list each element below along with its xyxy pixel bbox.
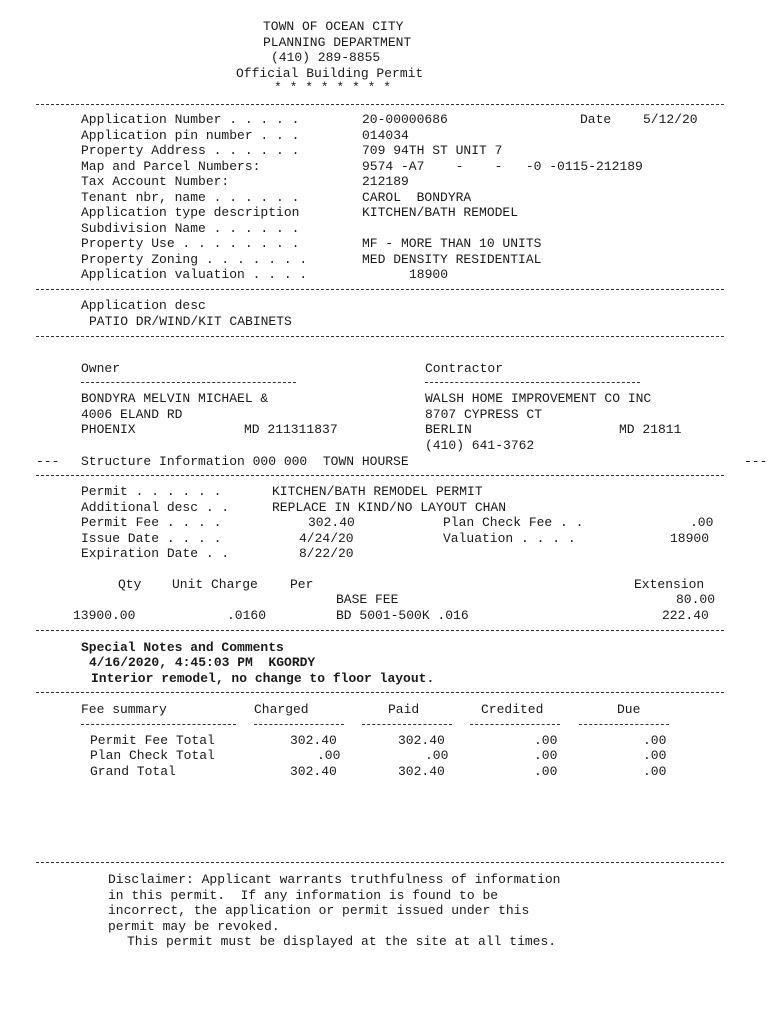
map-value: 9574 -A7 - - -0 -0115-212189 [362,159,643,174]
map-label: Map and Parcel Numbers: [81,159,261,174]
notes-text: Interior remodel, no change to floor layout. [91,671,435,686]
divider [36,289,724,290]
expiration-value: 8/22/20 [299,546,354,561]
type-value: KITCHEN/BATH REMODEL [362,205,519,220]
tenant-value: CAROL BONDYRA [362,190,472,205]
disclaimer-line: Disclaimer: Applicant warrants truthfulness of information [108,872,561,887]
date-label: Date [580,112,612,127]
divider [36,104,724,105]
base-fee-label: BASE FEE [336,592,399,607]
issue-date-value: 4/24/20 [299,531,354,546]
charge-qty: 13900.00 [73,608,136,623]
header-department: PLANNING DEPARTMENT [263,35,412,50]
due-underline [579,724,669,725]
fee-row-credited: .00 [534,733,558,748]
fee-row-credited: .00 [534,764,558,779]
pin-value: 014034 [362,128,409,143]
additional-desc-label: Additional desc . . [81,500,230,515]
disclaimer-line: permit may be revoked. [108,919,280,934]
contractor-underline [425,382,640,383]
header-town: TOWN OF OCEAN CITY [263,19,404,34]
address-value: 709 94TH ST UNIT 7 [362,143,503,158]
structure-left-dash: --- [36,454,60,469]
owner-heading: Owner [81,361,121,376]
extension-header: Extension [634,577,705,592]
owner-name: BONDYRA MELVIN MICHAEL & [81,391,269,406]
fee-summary-underline [81,724,236,725]
due-header: Due [617,702,641,717]
unit-charge-header: Unit Charge [172,577,258,592]
paid-header: Paid [388,702,420,717]
plan-check-fee-label: Plan Check Fee . . [443,515,584,530]
charge-extension: 222.40 [662,608,709,623]
fee-row-charged: .00 [317,748,341,763]
charged-underline [254,724,344,725]
fee-row-charged: 302.40 [290,764,337,779]
contractor-street: 8707 CYPRESS CT [425,407,543,422]
fee-row-due: .00 [643,733,667,748]
permit-fee-label: Permit Fee . . . . [81,515,222,530]
disclaimer-line: in this permit. If any information is found to be [108,888,499,903]
contractor-state-zip: MD 21811 [619,422,682,437]
contractor-phone: (410) 641-3762 [425,438,535,453]
type-label: Application type description [81,205,300,220]
base-fee-extension: 80.00 [676,592,716,607]
divider [36,692,724,693]
fee-row-due: .00 [643,748,667,763]
expiration-label: Expiration Date . . [81,546,230,561]
paid-underline [362,724,452,725]
disclaimer-line: incorrect, the application or permit issued under this [108,903,530,918]
owner-city: PHOENIX [81,422,136,437]
valuation-value: 18900 [409,267,449,282]
tax-value: 212189 [362,174,409,189]
header-title: Official Building Permit [236,66,424,81]
fee-row-paid: 302.40 [398,764,445,779]
qty-header: Qty [118,577,142,592]
fee-row-credited: .00 [534,748,558,763]
owner-street: 4006 ELAND RD [81,407,183,422]
valuation-label: Application valuation . . . . [81,267,308,282]
application-desc-label: Application desc [81,298,206,313]
permit-valuation-label: Valuation . . . . [443,531,576,546]
fee-row-due: .00 [643,764,667,779]
use-value: MF - MORE THAN 10 UNITS [362,236,542,251]
additional-desc-value: REPLACE IN KIND/NO LAYOUT CHAN [272,500,507,515]
permit-label: Permit . . . . . . [81,484,222,499]
owner-state-zip: MD 211311837 [244,422,338,437]
per-header: Per [290,577,314,592]
display-notice: This permit must be displayed at the site at all times. [127,934,557,949]
fee-row-label: Grand Total [90,764,176,779]
structure-info: Structure Information 000 000 TOWN HOURSE [81,454,409,469]
use-label: Property Use . . . . . . . . [81,236,300,251]
owner-underline [81,382,296,383]
charge-per: BD 5001-500K .016 [336,608,469,623]
divider [36,862,724,863]
credited-underline [470,724,560,725]
fee-row-paid: 302.40 [398,733,445,748]
fee-row-label: Plan Check Total [90,748,215,763]
fee-row-charged: 302.40 [290,733,337,748]
zoning-label: Property Zoning . . . . . . . [81,252,308,267]
contractor-name: WALSH HOME IMPROVEMENT CO INC [425,391,652,406]
permit-value: KITCHEN/BATH REMODEL PERMIT [272,484,483,499]
application-date: 5/12/20 [643,112,698,127]
pin-label: Application pin number . . . [81,128,300,143]
contractor-city: BERLIN [425,422,472,437]
fee-row-paid: .00 [425,748,449,763]
issue-date-label: Issue Date . . . . [81,531,222,546]
structure-right-dash: --- [744,454,768,469]
contractor-heading: Contractor [425,361,504,376]
fee-row-label: Permit Fee Total [90,733,215,748]
divider [36,630,724,631]
divider [36,336,724,337]
header-stars: * * * * * * * * [274,80,392,95]
notes-timestamp: 4/16/2020, 4:45:03 PM KGORDY [89,655,316,670]
application-desc: PATIO DR/WIND/KIT CABINETS [89,314,292,329]
address-label: Property Address . . . . . . [81,143,300,158]
application-number: 20-00000686 [362,112,448,127]
charged-header: Charged [254,702,309,717]
notes-heading: Special Notes and Comments [81,640,284,655]
divider [36,475,724,476]
plan-check-fee-value: .00 [690,515,714,530]
credited-header: Credited [481,702,544,717]
subdivision-label: Subdivision Name . . . . . . [81,221,300,236]
permit-valuation-value: 18900 [670,531,710,546]
tax-label: Tax Account Number: [81,174,230,189]
charge-unit: .0160 [227,608,267,623]
zoning-value: MED DENSITY RESIDENTIAL [362,252,542,267]
tenant-label: Tenant nbr, name . . . . . . [81,190,300,205]
fee-summary-header: Fee summary [81,702,167,717]
application-number-label: Application Number . . . . . [81,112,300,127]
header-phone: (410) 289-8855 [271,50,381,65]
permit-fee-value: 302.40 [308,515,355,530]
